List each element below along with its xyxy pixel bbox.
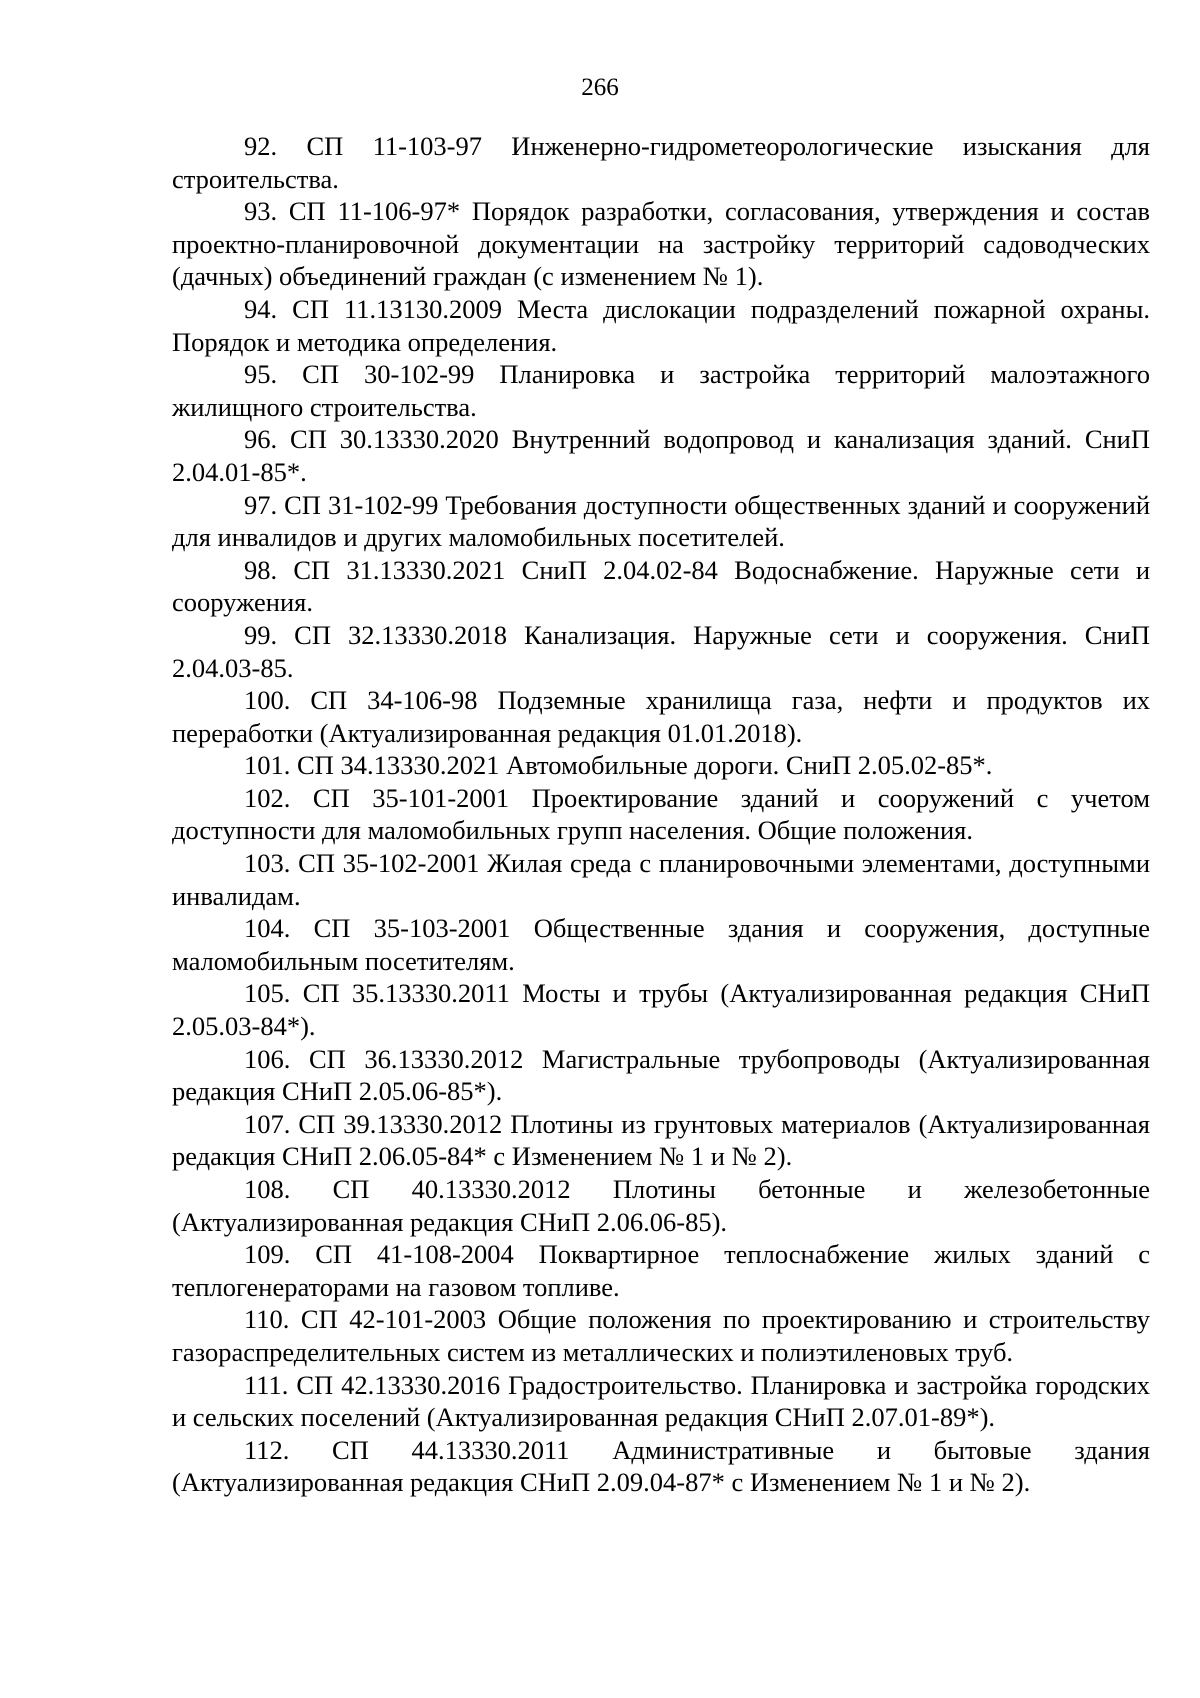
list-item: 93. СП 11-106-97* Порядок разработки, согласования, утверждения и состав проектно-планировочной документации на застройку территорий садоводческих (дачных) объединений граждан (с изменением № 1).	[172, 196, 1150, 292]
list-item: 100. СП 34-106-98 Подземные хранилища газа, нефти и продуктов их переработки (Актуализированная редакция 01.01.2018).	[172, 685, 1150, 748]
list-item: 102. СП 35-101-2001 Проектирование зданий и сооружений с учетом доступности для маломобильных групп населения. Общие положения.	[172, 782, 1150, 846]
list-item: 109. СП 41-108-2004 Поквартирное теплоснабжение жилых зданий с теплогенераторами на газовом топливе.	[172, 1239, 1150, 1302]
list-item: 97. СП 31-102-99 Требования доступности общественных зданий и сооружений для инвалидов и других маломобильных посетителей.	[172, 489, 1150, 553]
list-item: 98. СП 31.13330.2021 СниП 2.04.02-84 Водоснабжение. Наружные сети и сооружения.	[172, 554, 1150, 618]
list-item: 104. СП 35-103-2001 Общественные здания и сооружения, доступные маломобильным посетителям.	[172, 913, 1150, 976]
list-item: 110. СП 42-101-2003 Общие положения по проектированию и строительству газораспределительных систем из металлических и полиэтиленовых труб.	[172, 1304, 1150, 1367]
list-item: 92. СП 11-103-97 Инженерно-гидрометеорологические изыскания для строительства.	[172, 131, 1150, 194]
list-item: 112. СП 44.13330.2011 Административные и бытовые здания (Актуализированная редакция СНиП 2.09.04-87* с Изменением № 1 и № 2).	[172, 1434, 1150, 1498]
list-item: 103. СП 35-102-2001 Жилая среда с планировочными элементами, доступными инвалидам.	[172, 848, 1150, 911]
list-item: 101. СП 34.13330.2021 Автомобильные дороги. СниП 2.05.02-85*.	[244, 750, 993, 781]
list-item: 105. СП 35.13330.2011 Мосты и трубы (Актуализированная редакция СНиП 2.05.03-84*).	[172, 978, 1150, 1042]
list-item: 99. СП 32.13330.2018 Канализация. Наружные сети и сооружения. СниП 2.04.03-85.	[172, 619, 1150, 683]
standards-list	[172, 130, 1150, 1499]
list-item: 94. СП 11.13130.2009 Места дислокации подразделений пожарной охраны. Порядок и методика определения.	[172, 293, 1150, 357]
list-item: 107. СП 39.13330.2012 Плотины из грунтовых материалов (Актуализированная редакция СНиП 2.06.05-84* с Изменением № 1 и № 2).	[172, 1108, 1150, 1172]
list-item: 111. СП 42.13330.2016 Градостроительство. Планировка и застройка городских и сельских поселений (Актуализированная редакция СНиП 2.07.01-89*).	[172, 1369, 1150, 1433]
list-item: 106. СП 36.13330.2012 Магистральные трубопроводы (Актуализированная редакция СНиП 2.05.06-85*).	[172, 1043, 1150, 1107]
page-number: 266	[581, 74, 619, 101]
list-item: 95. СП 30-102-99 Планировка и застройка территорий малоэтажного жилищного строительства.	[172, 359, 1150, 422]
list-item: 108. СП 40.13330.2012 Плотины бетонные и железобетонные (Актуализированная редакция СНиП 2.06.06-85).	[172, 1174, 1150, 1237]
list-item: 96. СП 30.13330.2020 Внутренний водопровод и канализация зданий. СниП 2.04.01-85*.	[172, 424, 1150, 487]
